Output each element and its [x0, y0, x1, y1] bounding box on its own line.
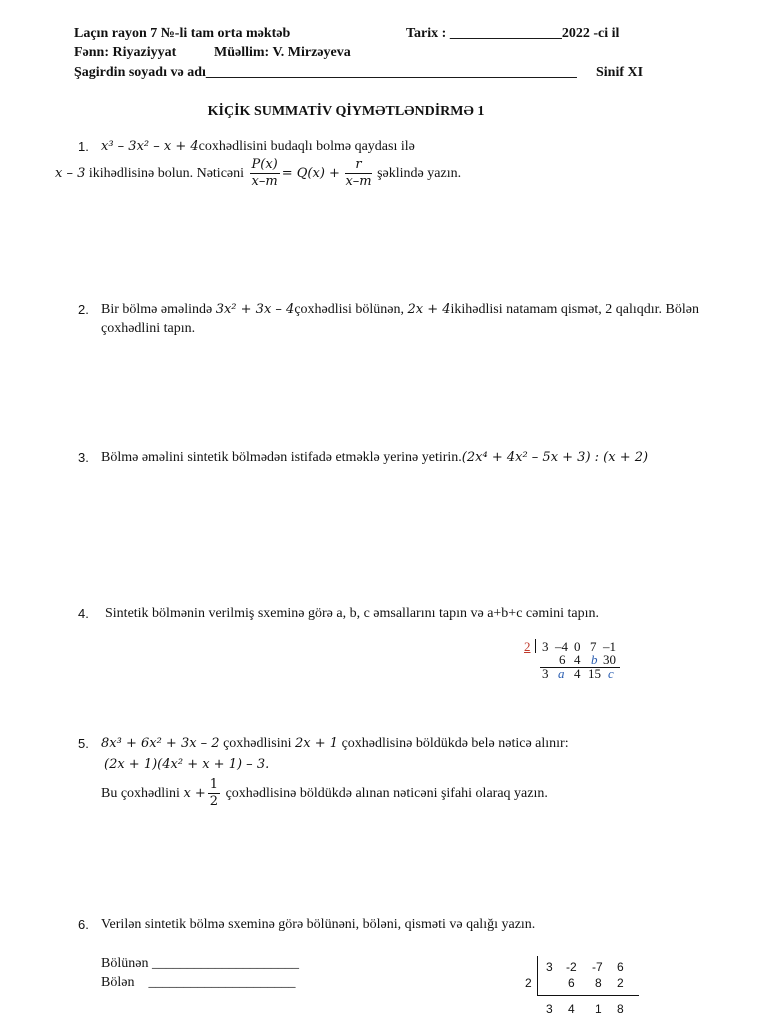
task-5-text-d: çoxhədlisinə böldükdə alınan nəticəni şifahi olaraq yazın. [225, 786, 548, 801]
scheme-4-r1-c2: –4 [555, 639, 568, 654]
task-1-text-a: coxhədlisini budaqlı bolmə qaydası ilə [198, 139, 415, 154]
task-1-fraction-p [250, 157, 280, 190]
scheme-6-r1-c2: -2 [566, 960, 577, 974]
scheme-4-r2-c1: 6 [559, 652, 566, 667]
task-5-divisor-2: x + [183, 786, 206, 801]
fraction-p-denominator: x–m [251, 174, 278, 190]
task-2-line-2: çoxhədlini tapın. [101, 321, 196, 336]
scheme-6-r3-c4: 8 [617, 1002, 624, 1016]
task-5-text-b: çoxhədlisinə böldükdə belə nəticə alınır: [341, 736, 569, 751]
half-numerator: 1 [209, 777, 219, 793]
task-3-expression: (2x⁴ + 4x² – 5x + 3) : (x + 2) [461, 450, 649, 465]
scheme-6-divisor: 2 [525, 976, 532, 990]
school-name: Laçın rayon 7 №-li tam orta məktəb [74, 26, 291, 41]
task-2-text-b: çoxhədlisi bölünən, [294, 302, 404, 317]
task-2-binomial: 2x + 4 [407, 302, 451, 317]
scheme-6-r2-c2: 8 [595, 976, 602, 990]
task-4-number: 4. [78, 606, 89, 621]
fraction-r-numerator: r [345, 157, 371, 174]
task-2-polynomial: 3x² + 3x – 4 [215, 302, 295, 317]
task-6-number: 6. [78, 917, 89, 932]
scheme-6-vertical-rule [537, 956, 538, 996]
scheme-4-r1-c4: 7 [590, 639, 597, 654]
task-2-line-1 [101, 302, 699, 318]
date-field: Tarix : ________________2022 -ci il [406, 26, 620, 41]
scheme-4-r3-c1: 3 [542, 666, 549, 681]
page-title: KİÇİK SUMMATİV QİYMƏTLƏNDİRMƏ 1 [207, 104, 485, 119]
scheme-4-r1-c5: –1 [603, 639, 616, 654]
task-2-number: 2. [78, 302, 89, 317]
fraction-p-numerator: P(x) [251, 157, 278, 173]
scheme-4-r2-c2: 4 [574, 652, 581, 667]
task-5-result: (2x + 1)(4x² + x + 1) – 3. [104, 757, 270, 772]
scheme-4-r2-c3: b [591, 652, 598, 667]
scheme-6-horizontal-rule [537, 995, 639, 996]
class-label: Sinif XI [596, 65, 644, 80]
scheme-6-r3-c3: 1 [595, 1002, 602, 1016]
scheme-4-r3-c3: 4 [574, 666, 581, 681]
task-5-text-a: çoxhədlisini [223, 736, 292, 751]
task-1-polynomial: x³ – 3x² – x + 4 [101, 139, 199, 154]
task-6-synthetic-scheme [522, 956, 642, 1018]
task-1-text-b: ikihədlisinə bolun. Nəticəni [88, 166, 245, 181]
scheme-4-r3-c5: c [608, 666, 614, 681]
task-1-divisor: x – 3 [55, 166, 86, 181]
scheme-4-r1-c1: 3 [542, 639, 549, 654]
task-2-text-c: ikihədlisi natamam qismət, 2 qalıqdır. Bölən [450, 302, 699, 317]
task-5-half-fraction [208, 777, 220, 810]
scheme-6-r2-c3: 2 [617, 976, 624, 990]
task-1-line-1 [101, 139, 415, 155]
scheme-6-r1-c1: 3 [546, 960, 553, 974]
task-5-line-1 [101, 736, 569, 752]
task-1-line-2 [55, 156, 461, 192]
task-3-number: 3. [78, 450, 89, 465]
fraction-r-denominator: x–m [345, 174, 372, 190]
scheme-6-r1-c4: 6 [617, 960, 624, 974]
task-5-text-c: Bu çoxhədlini [101, 786, 180, 801]
scheme-4-r1-c3: 0 [574, 639, 581, 654]
scheme-4-r2-c4: 30 [603, 652, 616, 667]
subject-label: Fənn: Riyaziyyat [74, 45, 177, 60]
task-1-number: 1. [78, 139, 89, 154]
task-5-divisor: 2x + 1 [295, 736, 339, 751]
task-3-text: Bölmə əməlini sintetik bölmədən istifadə etməklə yerinə yetirin. [101, 450, 462, 465]
task-5-line-3 [101, 776, 548, 812]
task-4-synthetic-scheme [520, 637, 640, 683]
scheme-4-r3-c2: a [558, 666, 565, 681]
divisor-answer-field[interactable]: Bölən _____________________ [101, 975, 296, 990]
task-6-text: Verilən sintetik bölmə sxeminə görə bölünəni, böləni, qisməti və qalığı yazın. [101, 917, 536, 932]
task-3-line [101, 450, 648, 466]
scheme-6-r2-c1: 6 [568, 976, 575, 990]
half-denominator: 2 [209, 794, 219, 810]
teacher-label: Müəllim: V. Mirzəyeva [214, 45, 351, 60]
dividend-answer-field[interactable]: Bölünən _____________________ [101, 956, 299, 971]
task-4-text: Sintetik bölmənin verilmiş sxeminə görə a, b, c əmsallarını tapın və a+b+c cəmini tapın. [105, 606, 599, 621]
student-name-field: Şagirdin soyadı və adı_____________________________________________________ [74, 65, 577, 80]
task-1-equation: = Q(x) + [281, 166, 340, 181]
scheme-6-r1-c3: -7 [592, 960, 603, 974]
task-1-text-c: şəklində yazın. [377, 166, 462, 181]
scheme-4-r3-c4: 15 [588, 666, 601, 681]
scheme-6-r3-c1: 3 [546, 1002, 553, 1016]
task-2-text-a: Bir bölmə əməlində [101, 302, 213, 317]
task-5-polynomial: 8x³ + 6x² + 3x – 2 [101, 736, 220, 751]
scheme-4-divisor: 2 [524, 639, 531, 654]
task-1-fraction-r [345, 157, 371, 190]
task-5-number: 5. [78, 736, 89, 751]
scheme-6-r3-c2: 4 [568, 1002, 575, 1016]
